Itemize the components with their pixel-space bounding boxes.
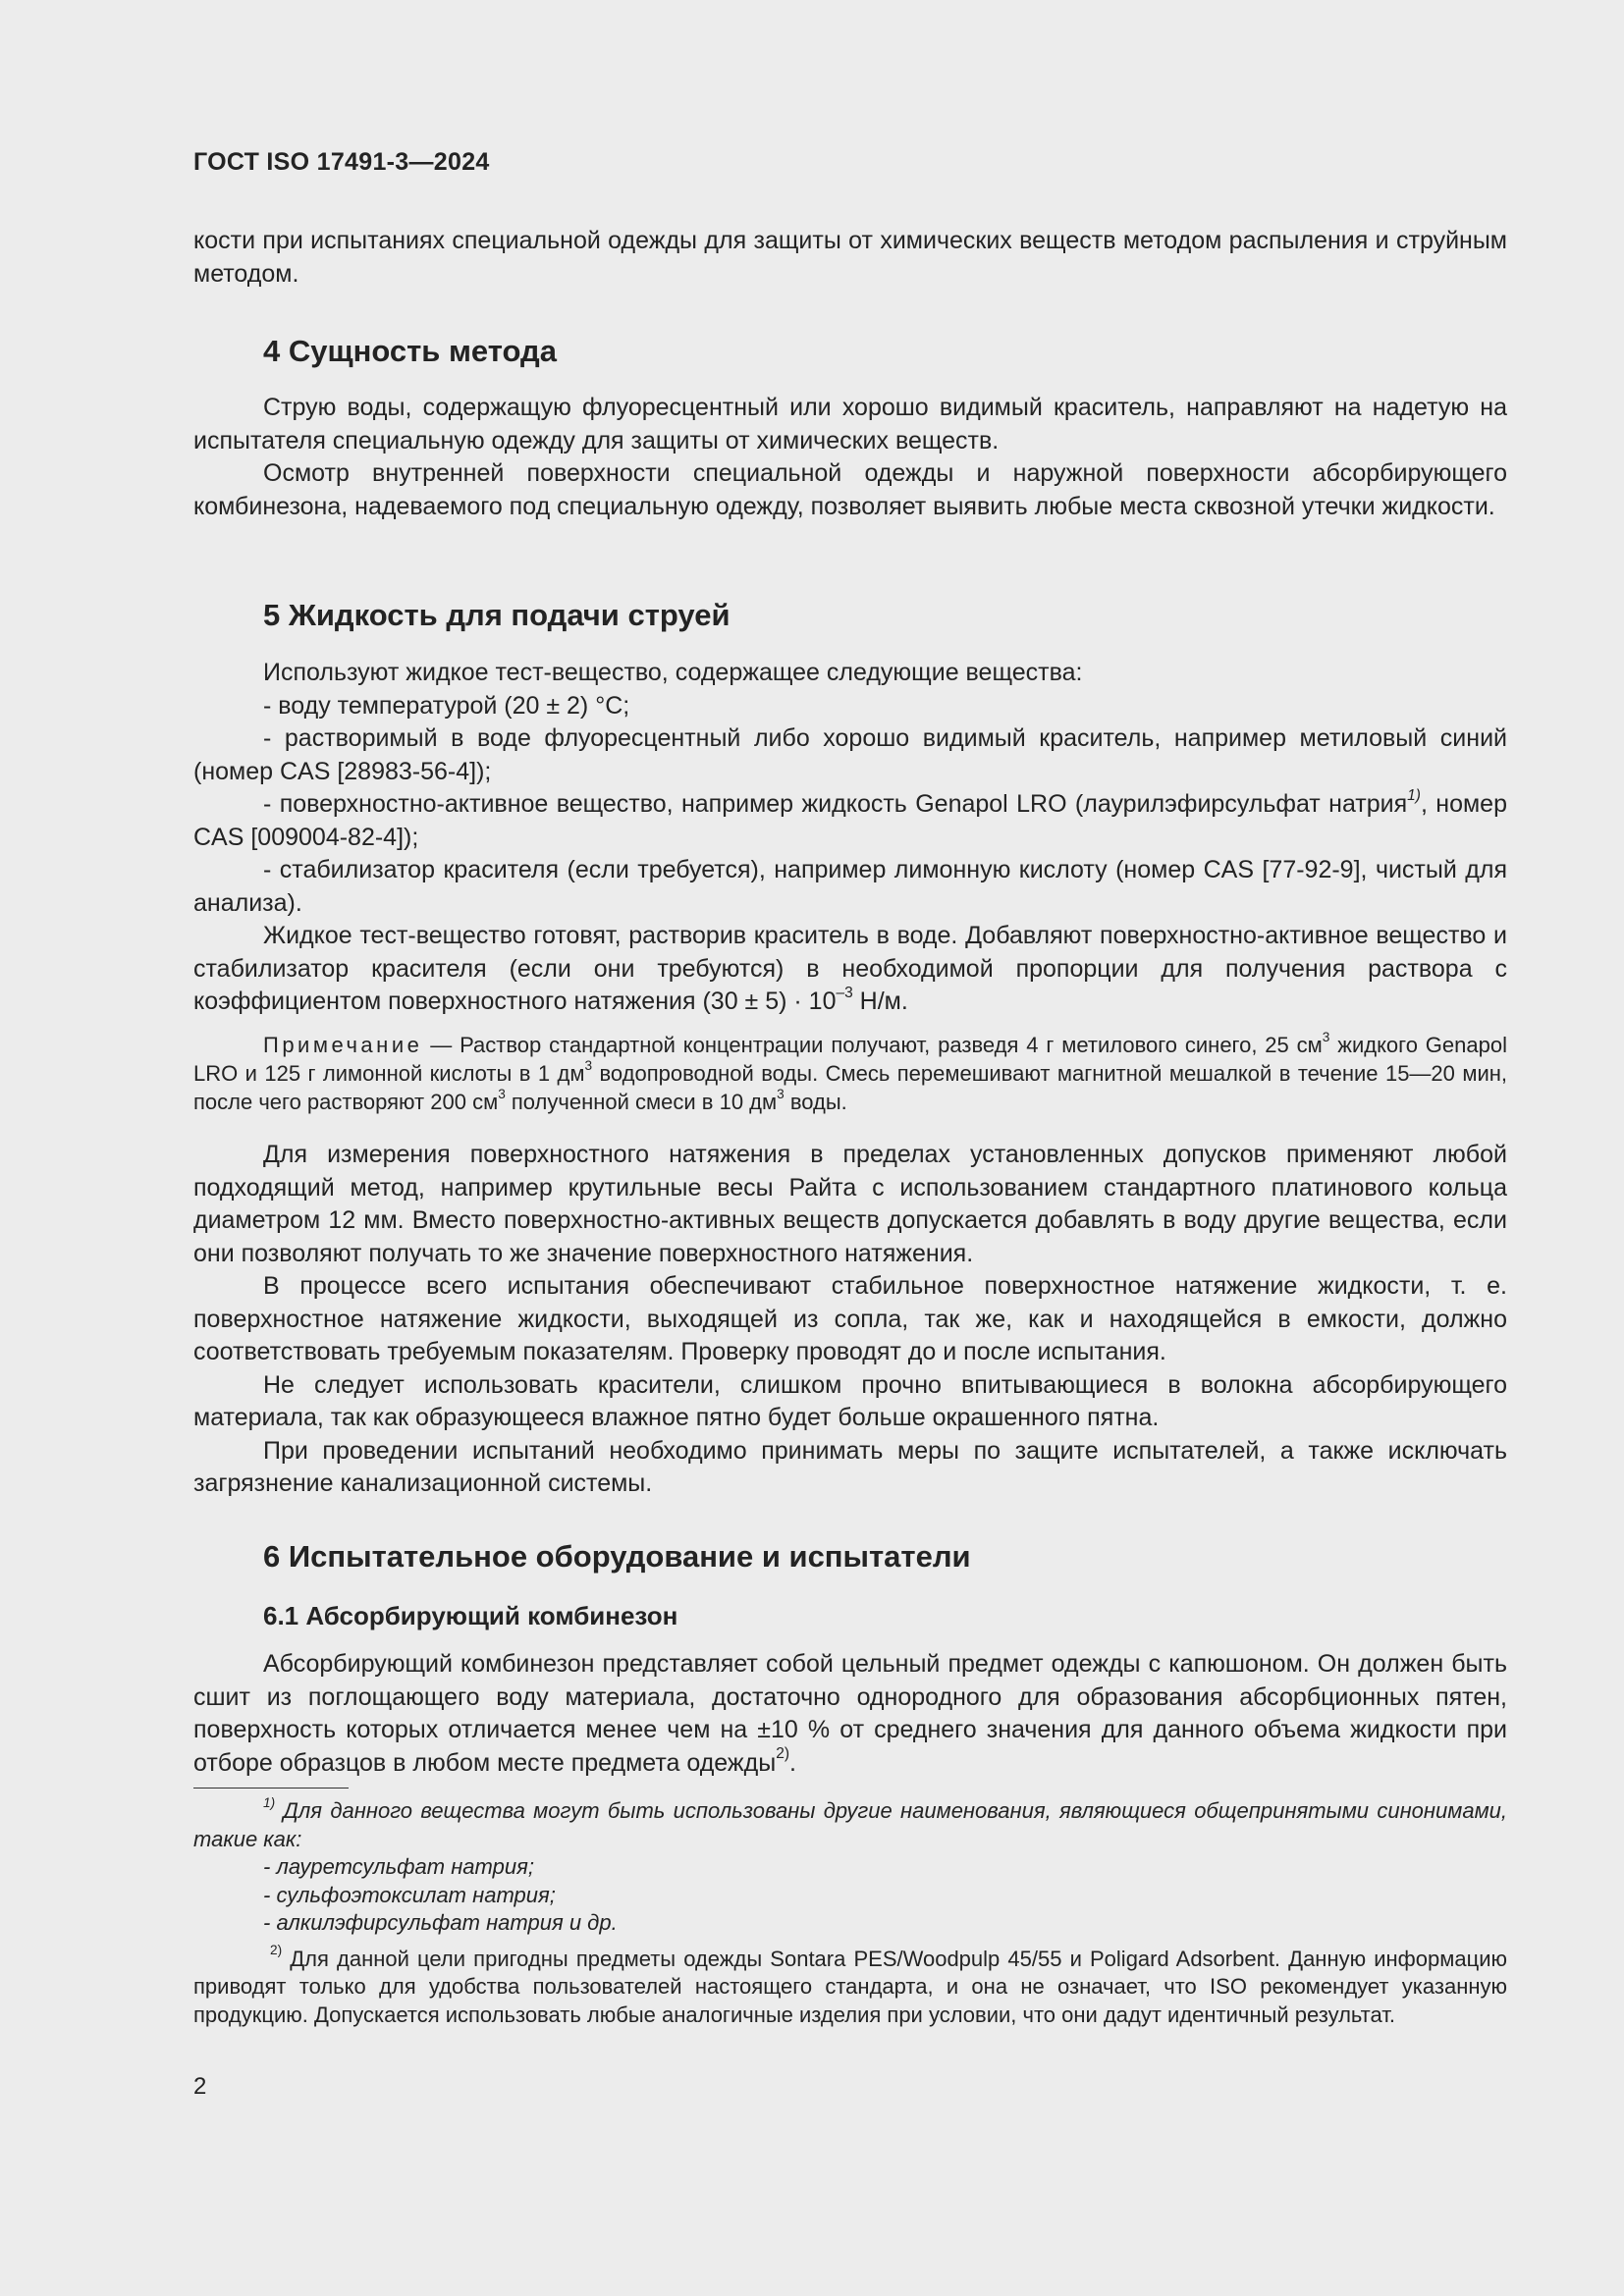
list-item-water: - воду температурой (20 ± 2) °С; — [263, 691, 630, 720]
note-paragraph: Примечание — Раствор стандартной концентрации получают, разведя 4 г метилового синего, 25 $см^3$ жидкого Genapol LRO и 125 г лимонной кислоты в 1 $дм^3$ водопроводной воды. Смесь перемешивают магнитной мешалкой в течение 15—20 мин, после чего растворяют 200 $см^3$ полученной смеси в 10 $дм^3$ воды. — [193, 1029, 1507, 1114]
stability-paragraph: В процессе всего испытания обеспечивают стабильное поверхностное натяжение жидкости, т. е. поверхностное натяжение жидкости, выходящей из сопла, так же, как и находящейся в емкости, должно соответствовать требуемым показателям. Проверку проводят до и после испытания. — [193, 1272, 1507, 1365]
section-5-intro: Используют жидкое тест-вещество, содержащее следующие вещества: — [263, 659, 1083, 686]
document-header: ГОСТ ISO 17491-3—2024 — [193, 148, 490, 176]
subsection-6-1-title: 6.1 Абсорбирующий комбинезон — [263, 1601, 678, 1630]
footnote-ref-2: 2) — [776, 1745, 789, 1763]
section-4-paragraph-1: Струю воды, содержащую флуоресцентный или хорошо видимый краситель, направляют на надетую на испытателя специальную одежду для защиты от химических веществ. — [193, 394, 1507, 454]
preparation-paragraph: Жидкое тест-вещество готовят, растворив краситель в воде. Добавляют поверхностно-активное вещество и стабилизатор красителя (если они требуются) в необходимой пропорции для получения раствора с коэффициентом поверхностного натяжения $(30 \pm 5) \cdot 10^{-3}$ Н/м. — [193, 922, 1507, 1015]
section-5-body — [193, 657, 1507, 1019]
section-6-title: 6 Испытательное оборудование и испытатели — [263, 1539, 971, 1574]
footnote-separator — [193, 1788, 349, 1789]
section-5-body-continued — [193, 1139, 1507, 1501]
section-4-body — [193, 392, 1507, 523]
footnote-2: $^{2)}$ Для данной цели пригодны предметы одежды Sontara PES/Woodpulp 45/55 и Poligard Adsorbent. Данную информацию приводят только для удобства пользователей настоящего стандарта, и она не означает, что ISO рекомендует указанную продукцию. Допускается использовать любые аналогичные изделия при условии, что они дадут идентичный результат. — [193, 1943, 1508, 2027]
list-item-dye: - растворимый в воде флуоресцентный либо хорошо видимый краситель, например метиловый синий (номер CAS [28983-56-4]); — [193, 724, 1507, 785]
page-number: 2 — [193, 2073, 207, 2100]
footnote-1-item: - алкилэфирсульфат натрия и др. — [263, 1910, 618, 1935]
footnote-1: $^{1)}$ Для данного вещества могут быть использованы другие наименования, являющиеся общепринятыми синонимами, такие как: — [193, 1794, 1507, 1851]
section-6-body — [193, 1648, 1507, 1780]
footnote-1-item: - сульфоэтоксилат натрия; — [263, 1882, 556, 1907]
intro-continuation — [193, 225, 1507, 291]
footnote-ref-1: 1) — [1407, 786, 1421, 804]
dyes-paragraph: Не следует использовать красители, слишком прочно впитывающиеся в волокна абсорбирующего материала, так как образующееся влажное пятно будет больше окрашенного пятна. — [193, 1370, 1507, 1431]
coverall-paragraph: Абсорбирующий комбинезон представляет собой цельный предмет одежды с капюшоном. Он должен быть сшит из поглощающего воду материала, достаточно однородного для образования абсорбционных пятен, поверхность которых отличается менее чем на ±10 % от среднего значения для данного объема жидкости при отборе образцов в любом месте предмета одежды$^{2)}$. — [193, 1650, 1507, 1777]
section-4-title: 4 Сущность метода — [263, 334, 557, 368]
note-label: Примечание — [263, 1033, 423, 1057]
intro-paragraph: кости при испытаниях специальной одежды для защиты от химических веществ методом распыления и струйным методом. — [193, 227, 1507, 288]
section-4-paragraph-2: Осмотр внутренней поверхности специальной одежды и наружной поверхности абсорбирующего комбинезона, надеваемого под специальную одежду, позволяет выявить любые места сквозной утечки жидкости. — [193, 459, 1507, 520]
footnote-1-item: - лауретсульфат натрия; — [263, 1854, 534, 1879]
section-5-title: 5 Жидкость для подачи струей — [263, 598, 731, 632]
footnotes — [193, 1794, 1508, 2029]
safety-paragraph: При проведении испытаний необходимо принимать меры по защите испытателей, а также исключать загрязнение канализационной системы. — [193, 1436, 1507, 1497]
list-item-stabilizer: - стабилизатор красителя (если требуется), например лимонную кислоту (номер CAS [77-92-9], чистый для анализа). — [193, 856, 1507, 917]
measurement-paragraph: Для измерения поверхностного натяжения в пределах установленных допусков применяют любой подходящий метод, например крутильные весы Райта с использованием стандартного платинового кольца диаметром 12 мм. Вместо поверхностно-активных веществ допускается добавлять в воду другие вещества, если они позволяют получать то же значение поверхностного натяжения. — [193, 1141, 1507, 1267]
note-block — [193, 1031, 1507, 1116]
list-item-surfactant: - поверхностно-активное вещество, например жидкость Genapol LRO (лаурилэфирсульфат натрия$^{1)}$, номер CAS [009004-82-4]); — [193, 786, 1507, 851]
